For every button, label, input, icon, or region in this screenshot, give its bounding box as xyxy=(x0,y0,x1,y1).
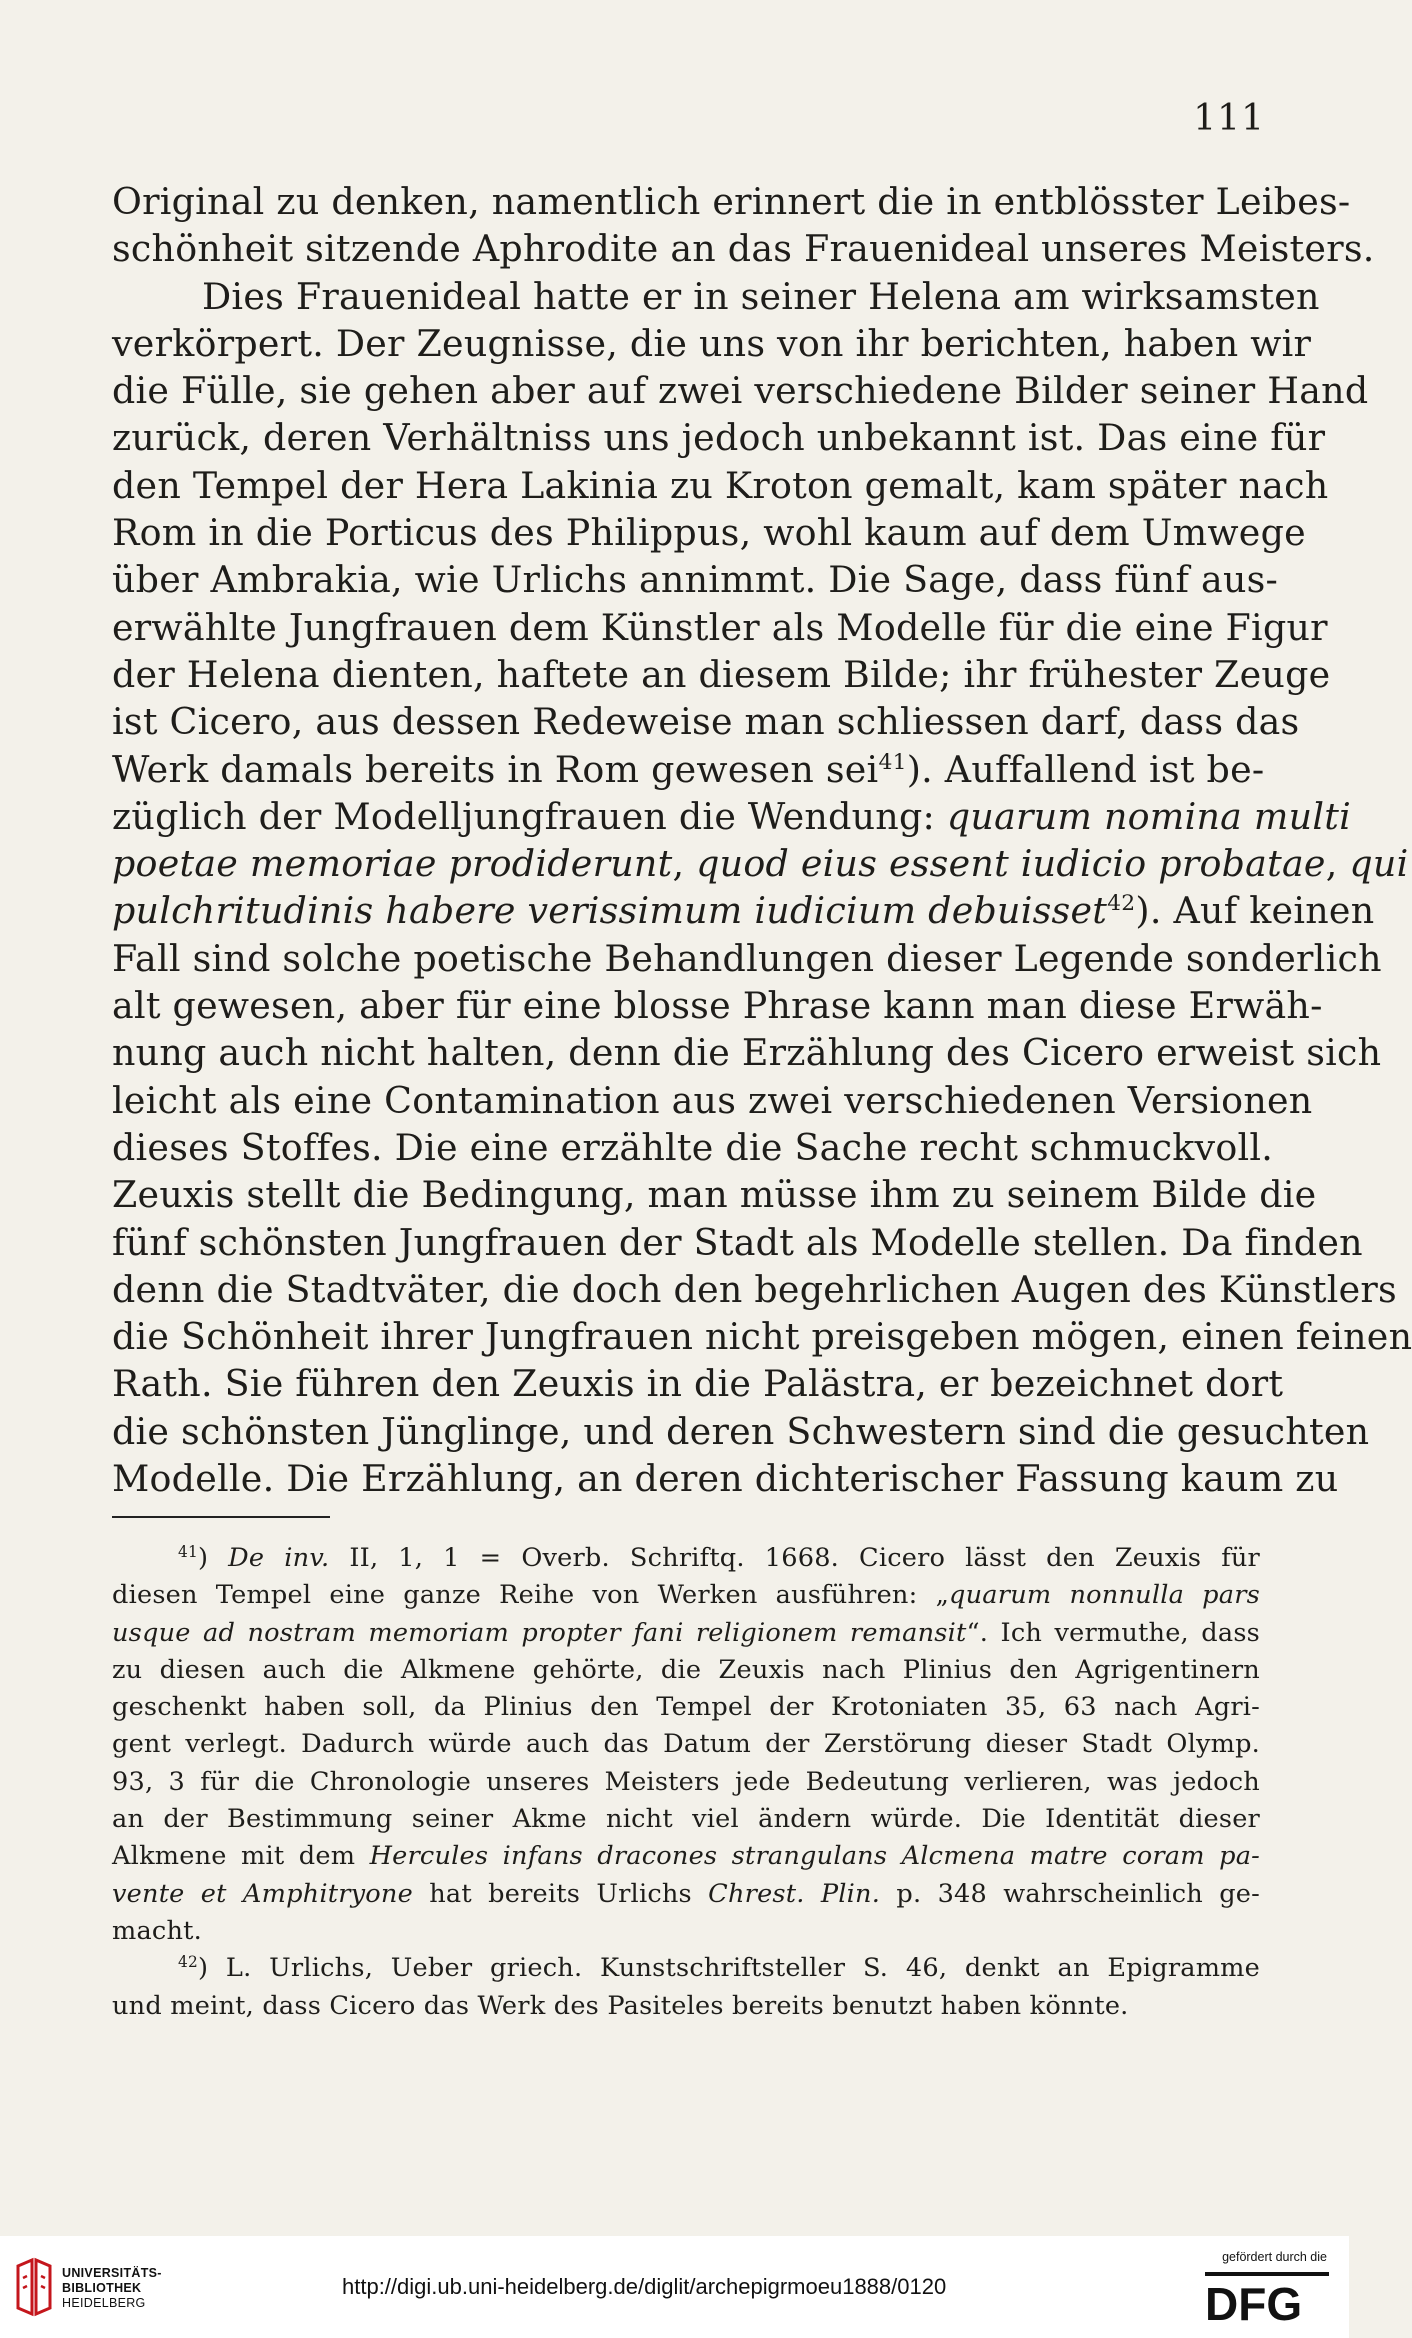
citation-title: Chrest. Plin. xyxy=(708,1878,881,1909)
text-line xyxy=(112,746,1265,793)
footnotes-block xyxy=(112,1540,1260,2025)
text-run: diesen Tempel eine ganze Reihe von Werken ausführen: „ xyxy=(112,1580,950,1611)
latin-quote: qui xyxy=(1349,842,1409,886)
latin-quote: quod eius essent iudicio probatae xyxy=(696,842,1326,886)
footnote-line: geschenkt haben soll, da Plinius den Tempel der Krotoniaten 35, 63 nach Agri- xyxy=(112,1692,1260,1723)
text-line: verkörpert. Der Zeugnisse, die uns von ihr berichten, haben wir xyxy=(112,321,1312,365)
footnote-line xyxy=(112,1615,1260,1652)
latin-quote: Hercules infans dracones strangulans Alcmena matre coram pa- xyxy=(369,1841,1261,1872)
text-line: Rath. Sie führen den Zeuxis in die Palästra, er bezeichnet dort xyxy=(112,1362,1284,1406)
text-line: schönheit sitzende Aphrodite an das Frauenideal unseres Meisters. xyxy=(112,227,1375,271)
text-line: die schönsten Jünglinge, und deren Schwestern sind die gesuchten xyxy=(112,1409,1370,1453)
text-line: denn die Stadtväter, die doch den begehrlichen Augen des Künstlers xyxy=(112,1267,1397,1311)
latin-quote: poetae memoriae prodiderunt xyxy=(112,842,673,886)
text-run: hat bereits Urlichs xyxy=(412,1878,709,1909)
dfg-logo-icon xyxy=(1205,2272,1329,2330)
footnote-ref-41[interactable]: 41 xyxy=(878,749,907,775)
university-library-name xyxy=(62,2266,162,2311)
text-line: erwählte Jungfrauen dem Künstler als Modelle für die eine Figur xyxy=(112,605,1328,649)
text-line xyxy=(112,793,1351,840)
institution-line: BIBLIOTHEK xyxy=(62,2281,142,2295)
text-line: die Fülle, sie gehen aber auf zwei verschiedene Bilder seiner Hand xyxy=(112,369,1369,413)
text-line: ist Cicero, aus dessen Redeweise man schliessen darf, dass das xyxy=(112,700,1300,744)
footnote-line: und meint, dass Cicero das Werk des Pasiteles bereits benutzt haben könnte. xyxy=(112,1990,1129,2021)
footnote-line: zu diesen auch die Alkmene gehörte, die Zeuxis nach Plinius den Agrigentinern xyxy=(112,1654,1260,1685)
latin-quote: pulchritudinis habere verissimum iudicium debuisset xyxy=(112,889,1108,933)
text-line: Dies Frauenideal hatte er in seiner Helena am wirksamsten xyxy=(202,274,1320,318)
text-run: Alkmene mit dem xyxy=(112,1841,370,1872)
footer-bar xyxy=(0,2236,1349,2338)
sponsor-label: gefördert durch die xyxy=(1222,2250,1327,2264)
text-line xyxy=(112,840,1409,887)
footnote-line: 93, 3 für die Chronologie unseres Meisters jede Bedeutung verlieren, was jedoch xyxy=(112,1766,1260,1797)
footnote-41 xyxy=(112,1540,1260,1577)
text-line: Original zu denken, namentlich erinnert die in entblösster Leibes- xyxy=(112,180,1351,223)
page-number: 111 xyxy=(1193,98,1265,139)
latin-quote: quarum nonnulla pars xyxy=(949,1580,1260,1611)
latin-quote: quarum nomina multi xyxy=(946,794,1351,838)
text-line: Zeuxis stellt die Bedingung, man müsse ihm zu seinem Bilde die xyxy=(112,1173,1317,1217)
text-run: ). Auf keinen xyxy=(1135,889,1375,933)
footnote-42 xyxy=(112,1950,1260,1987)
footnote-line xyxy=(112,1838,1260,1875)
text-run: ) L. Urlichs, Ueber griech. Kunstschriftsteller S. 46, denkt an Epigramme xyxy=(197,1953,1260,1984)
text-run: züglich der Modelljungfrauen die Wendung: xyxy=(112,794,947,838)
text-line: Fall sind solche poetische Behandlungen dieser Legende sonderlich xyxy=(112,936,1382,980)
latin-quote: usque ad nostram memoriam propter fani religionem remansit xyxy=(112,1617,967,1648)
text-line: dieses Stoffes. Die eine erzählte die Sache recht schmuckvoll. xyxy=(112,1125,1274,1169)
footnote-line: macht. xyxy=(112,1915,202,1946)
footnote-line xyxy=(112,1577,1260,1614)
footnote-line: an der Bestimmung seiner Akme nicht viel ändern würde. Die Identität dieser xyxy=(112,1804,1260,1835)
latin-quote: vente et Amphitryone xyxy=(112,1878,413,1909)
text-line: den Tempel der Hera Lakinia zu Kroton gemalt, kam später nach xyxy=(112,463,1329,507)
citation-title: De inv. xyxy=(228,1543,330,1573)
dfg-logo-text: DFG xyxy=(1205,2278,1303,2330)
text-run: , xyxy=(1325,842,1350,886)
text-line: fünf schönsten Jungfrauen der Stadt als Modelle stellen. Da finden xyxy=(112,1220,1363,1264)
institution-line: HEIDELBERG xyxy=(62,2296,146,2310)
institution-line: UNIVERSITÄTS- xyxy=(62,2266,162,2280)
footnote-marker: 41 xyxy=(178,1542,198,1561)
text-run: , xyxy=(672,842,697,886)
permalink-url[interactable]: http://digi.ub.uni-heidelberg.de/diglit/archepigrmoeu1888/0120 xyxy=(342,2274,947,2299)
text-line: Modelle. Die Erzählung, an deren dichterischer Fassung kaum zu xyxy=(112,1457,1339,1501)
university-library-logo-icon xyxy=(14,2258,54,2318)
text-line xyxy=(112,887,1375,934)
text-line: alt gewesen, aber für eine blosse Phrase kann man diese Erwäh- xyxy=(112,984,1323,1028)
text-run: ) xyxy=(197,1543,229,1573)
text-line: leicht als eine Contamination aus zwei verschiedenen Versionen xyxy=(112,1078,1313,1122)
footnote-marker: 42 xyxy=(178,1953,198,1972)
text-line: zurück, deren Verhältniss uns jedoch unbekannt ist. Das eine für xyxy=(112,416,1326,460)
footnote-line xyxy=(112,1876,1260,1913)
text-line: die Schönheit ihrer Jungfrauen nicht preisgeben mögen, einen feinen xyxy=(112,1315,1412,1359)
text-line: Rom in die Porticus des Philippus, wohl kaum auf dem Umwege xyxy=(112,511,1306,555)
footnote-line: gent verlegt. Dadurch würde auch das Datum der Zerstörung dieser Stadt Olymp. xyxy=(112,1729,1260,1760)
footnote-ref-42[interactable]: 42 xyxy=(1107,891,1136,917)
text-line: der Helena dienten, haftete an diesem Bilde; ihr frühester Zeuge xyxy=(112,652,1331,696)
text-run: ). Auffallend ist be- xyxy=(906,747,1265,791)
text-line: nung auch nicht halten, denn die Erzählung des Cicero erweist sich xyxy=(112,1031,1382,1075)
text-run: p. 348 wahrscheinlich ge- xyxy=(880,1878,1261,1909)
text-run: II, 1, 1 = Overb. Schriftq. 1668. Cicero lässt den Zeuxis für xyxy=(329,1543,1260,1573)
main-text-block xyxy=(112,178,1412,1502)
text-line: über Ambrakia, wie Urlichs annimmt. Die Sage, dass fünf aus- xyxy=(112,558,1279,602)
text-run: “. Ich vermuthe, dass xyxy=(966,1617,1260,1648)
text-run: Werk damals bereits in Rom gewesen sei xyxy=(112,747,879,791)
footnote-divider xyxy=(112,1516,330,1518)
